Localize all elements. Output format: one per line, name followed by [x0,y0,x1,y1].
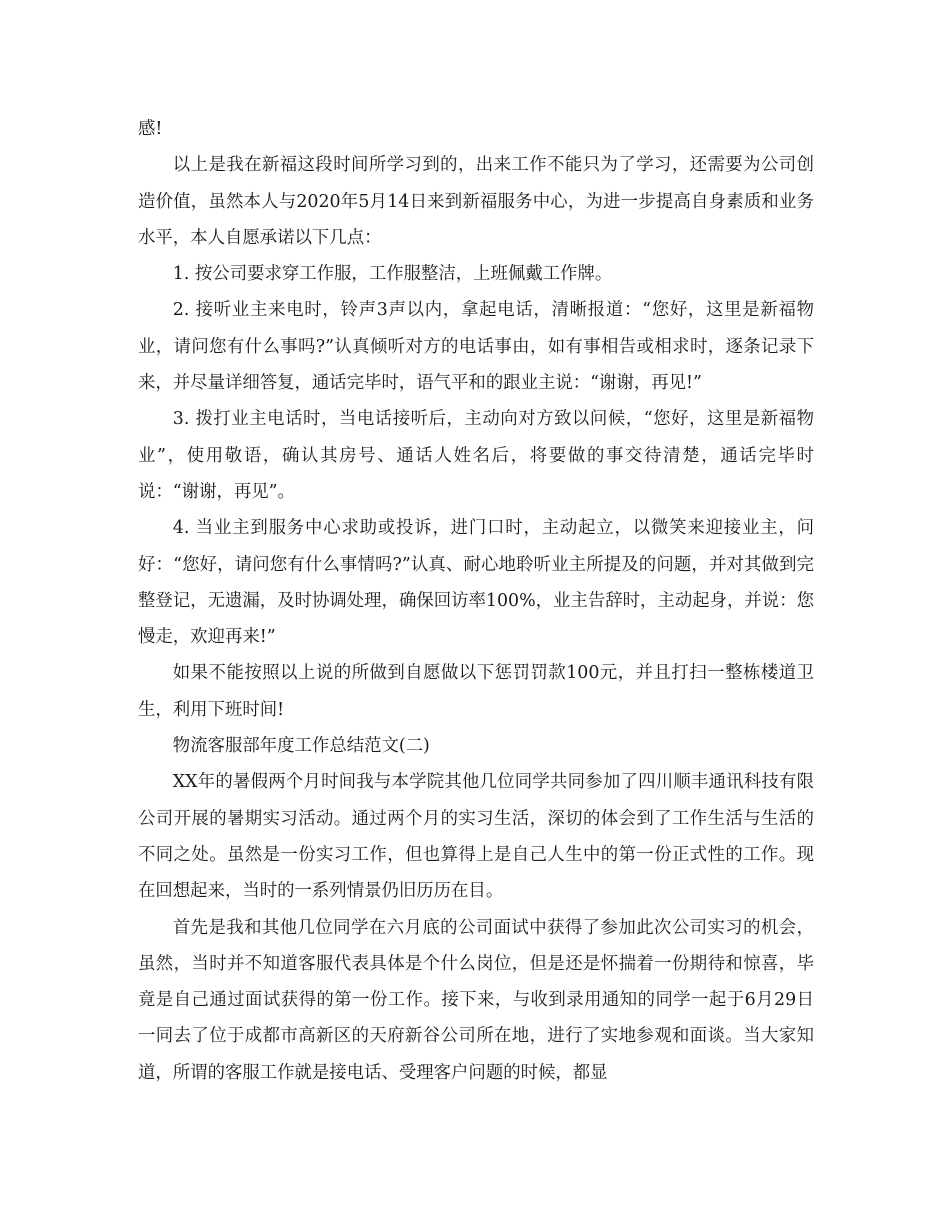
section-heading: 物流客服部年度工作总结范文(二) [172,736,430,757]
document-body [138,111,814,1091]
list-item-1: 1. 按公司要求穿工作服，工作服整洁，上班佩戴工作牌。 [172,264,613,285]
list-item-4: 4. 当业主到服务中心求助或投诉，进门口时，主动起立，以微笑来迎接业主，问好：“您好，请问您有什么事情吗?”认真、耐心地聆听业主所提及的问题，并对其做到完整登记，无遗漏，及时协调处理，确保回访率100%，业主告辞时，主动起身，并说：您慢走，欢迎再来!” [138,518,814,648]
paragraph-penalty: 如果不能按照以上说的所做到自愿做以下惩罚罚款100元，并且打扫一整栋楼道卫生，利用下班时间! [138,663,814,720]
list-item-3: 3. 拨打业主电话时，当电话接听后，主动向对方致以问候，“您好，这里是新福物业”，使用敬语，确认其房号、通话人姓名后，将要做的事交待清楚，通话完毕时说：“谢谢，再见”。 [138,409,814,502]
paragraph-interview: 首先是我和其他几位同学在六月底的公司面试中获得了参加此次公司实习的机会，虽然，当时并不知道客服代表具体是个什么岗位，但是还是怀揣着一份期待和惊喜，毕竟是自己通过面试获得的第一份工作。接下来，与收到录用通知的同学一起于6月29日一同去了位于成都市高新区的天府新谷公司所在地，进行了实地参观和面谈。当大家知道，所谓的客服工作就是接电话、受理客户问题的时候，都显 [138,917,814,1083]
paragraph-2: 以上是我在新福这段时间所学习到的，出来工作不能只为了学习，还需要为公司创造价值，虽然本人与2020年5月14日来到新福服务中心，为进一步提高自身素质和业务水平，本人自愿承诺以下几点： [138,155,814,248]
paragraph-1: 感! [138,119,163,139]
paragraph-internship: XX年的暑假两个月时间我与本学院其他几位同学共同参加了四川顺丰通讯科技有限公司开展的暑期实习活动。通过两个月的实习生活，深切的体会到了工作生活与生活的不同之处。虽然是一份实习工作，但也算得上是自己人生中的第一份正式性的工作。现在回想起来，当时的一系列情景仍旧历历在目。 [138,772,814,902]
list-item-2: 2. 接听业主来电时，铃声3声以内，拿起电话，清晰报道：“您好，这里是新福物业，请问您有什么事吗?”认真倾听对方的电话事由，如有事相告或相求时，逐条记录下来，并尽量详细答复，通话完毕时，语气平和的跟业主说：“谢谢，再见!” [138,300,814,394]
